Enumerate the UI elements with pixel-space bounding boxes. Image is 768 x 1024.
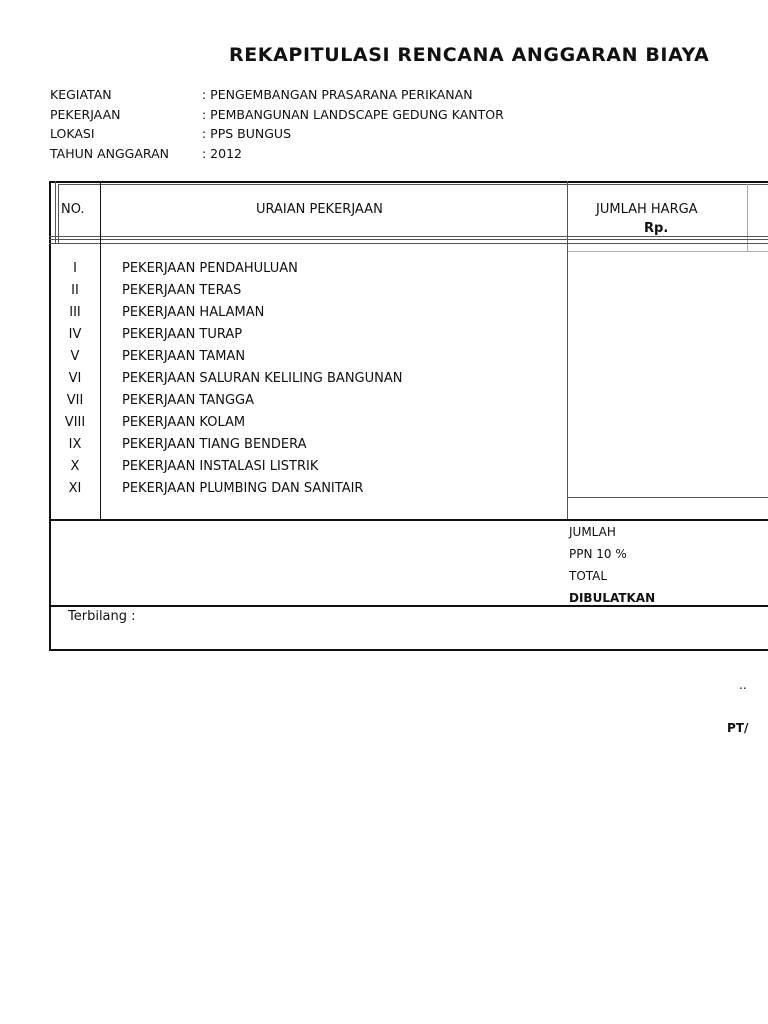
row-description: PEKERJAAN INSTALASI LISTRIK <box>122 459 319 474</box>
row-number: VII <box>66 393 84 408</box>
table-row <box>49 327 768 349</box>
row-number: V <box>70 349 80 364</box>
table-row <box>49 437 768 459</box>
row-number: II <box>71 283 79 298</box>
info-label: TAHUN ANGGARAN <box>50 145 169 161</box>
row-description: PEKERJAAN PENDAHULUAN <box>122 261 298 276</box>
row-description: PEKERJAAN TANGGA <box>122 393 255 408</box>
header-divider <box>49 243 768 244</box>
info-value: : PEMBANGUNAN LANDSCAPE GEDUNG KANTOR <box>202 106 504 122</box>
table-row <box>49 393 768 415</box>
header-currency: Rp. <box>644 221 669 236</box>
items-bottom-border <box>49 519 768 521</box>
row-number: III <box>69 305 81 320</box>
row-description: PEKERJAAN KOLAM <box>122 415 246 430</box>
header-overlay-top-2 <box>58 184 768 185</box>
row-number: X <box>70 459 80 474</box>
row-number: I <box>73 261 77 276</box>
table-row <box>49 261 768 283</box>
info-value: : PPS BUNGUS <box>202 126 292 141</box>
terbilang-label: Terbilang : <box>68 609 136 624</box>
header-divider <box>49 239 768 240</box>
header-uraian-pekerjaan: URAIAN PEKERJAAN <box>256 202 383 217</box>
row-description: PEKERJAAN HALAMAN <box>122 305 265 320</box>
table-border-bottom <box>49 649 768 651</box>
footer-place-date: .. <box>739 678 747 692</box>
header-no: NO. <box>61 202 85 217</box>
row-number: IV <box>68 327 82 342</box>
summary-jumlah-label: JUMLAH <box>569 525 616 539</box>
row-description: PEKERJAAN SALURAN KELILING BANGUNAN <box>122 371 403 386</box>
row-number: VI <box>68 371 82 386</box>
table-row <box>49 349 768 371</box>
header-overlay-left-2 <box>58 184 59 243</box>
table-row <box>49 305 768 327</box>
info-value: : PENGEMBANGAN PRASARANA PERIKANAN <box>202 87 473 102</box>
header-overlay-left <box>55 181 56 243</box>
row-number: IX <box>68 437 82 452</box>
summary-total-label: TOTAL <box>569 569 608 583</box>
row-description: PEKERJAAN TAMAN <box>122 349 246 364</box>
table-row <box>49 415 768 437</box>
row-description: PEKERJAAN TURAP <box>122 327 243 342</box>
table-border-top <box>49 181 768 183</box>
row-description: PEKERJAAN PLUMBING DAN SANITAIR <box>122 481 364 496</box>
summary-ppn-label: PPN 10 % <box>569 547 627 561</box>
row-number: VIII <box>64 415 86 430</box>
row-number: XI <box>68 481 82 496</box>
budget-table <box>49 181 768 651</box>
table-row <box>49 283 768 305</box>
table-row <box>49 481 768 503</box>
footer-company: PT/ <box>727 721 749 735</box>
summary-dibulatkan-label: DIBULATKAN <box>569 591 656 605</box>
info-label: KEGIATAN <box>50 87 112 102</box>
summary-bottom-border <box>49 605 768 607</box>
header-divider <box>49 236 768 237</box>
header-divider <box>568 251 768 252</box>
document-title: REKAPITULASI RENCANA ANGGARAN BIAYA <box>229 44 710 66</box>
info-label: LOKASI <box>50 126 95 141</box>
header-overlay-right <box>747 184 748 252</box>
table-row <box>49 459 768 481</box>
row-description: PEKERJAAN TERAS <box>122 283 242 298</box>
row-description: PEKERJAAN TIANG BENDERA <box>122 437 307 452</box>
info-label: PEKERJAAN <box>50 106 121 122</box>
info-value: : 2012 <box>202 145 242 161</box>
table-row <box>49 371 768 393</box>
header-jumlah-harga: JUMLAH HARGA <box>596 202 698 217</box>
